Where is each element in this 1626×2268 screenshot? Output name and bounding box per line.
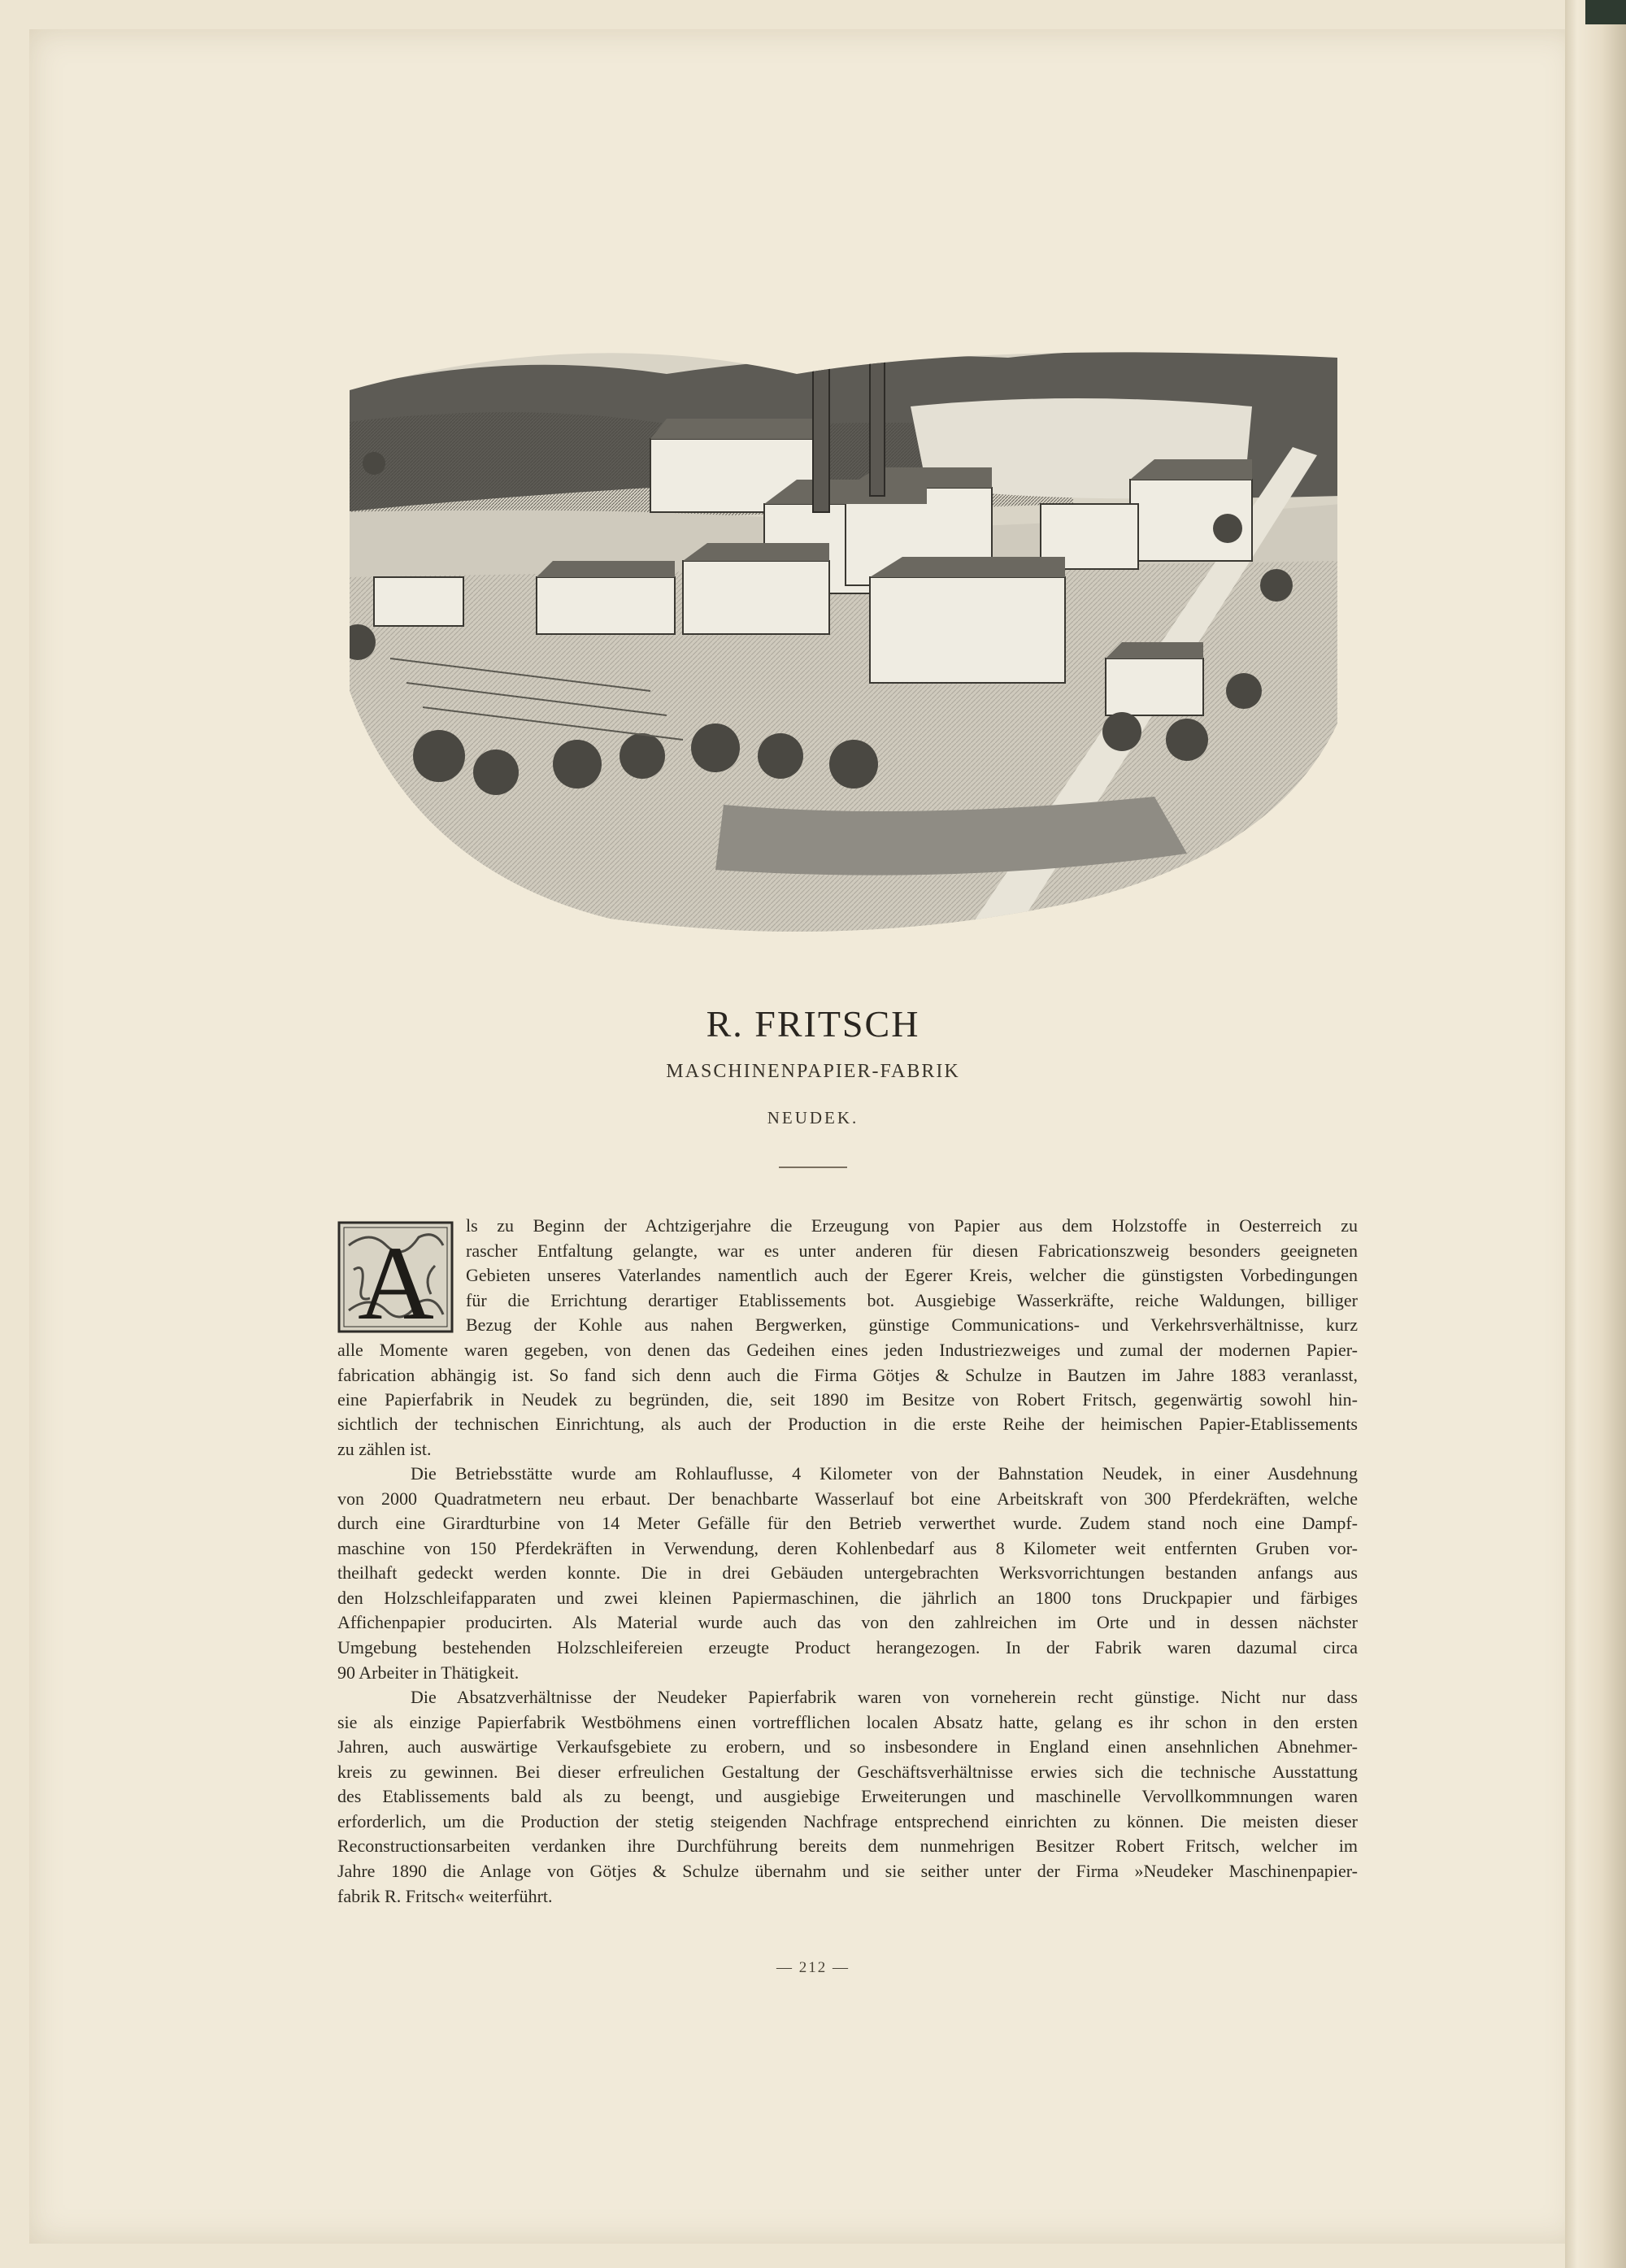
place-name: NEUDEK. xyxy=(767,1108,859,1127)
paragraph-2-line-8: Umgebung bestehenden Holzschleifereien erzeugte Product herangezogen. In der Fabrik waren dazumal circa xyxy=(337,1637,1358,1658)
page-subtitle: MASCHINENPAPIER-FABRIK xyxy=(666,1061,960,1082)
paragraph-1-line-8: eine Papierfabrik in Neudek zu begründen, die, seit 1890 im Besitze von Robert Fritsch, gegenwärtig sowohl hin- xyxy=(337,1389,1358,1410)
paragraph-1-line-10: zu zählen ist. xyxy=(337,1439,432,1459)
paragraph-2-line-7: Affichenpapier producirten. Als Material wurde auch das von den zahlreichen im Orte und in dessen nächster xyxy=(337,1612,1358,1632)
drop-cap-letter: A xyxy=(358,1225,434,1333)
paragraph-3-line-9: fabrik R. Fritsch« weiterführt. xyxy=(337,1886,553,1906)
paragraph-1-line-5: Bezug der Kohle aus nahen Bergwerken, günstige Communications- und Verkehrsverhältnisse, kurz xyxy=(466,1314,1358,1335)
paragraph-3-line-1: Die Absatzverhältnisse der Neudeker Papierfabrik waren von vorneherein recht günstige. Nicht nur dass xyxy=(411,1687,1358,1707)
paragraph-1-line-1: ls zu Beginn der Achtzigerjahre die Erzeugung von Papier aus dem Holzstoffe in Oesterreich zu xyxy=(466,1215,1358,1236)
paragraph-1-line-7: fabrication abhängig ist. So fand sich denn auch die Firma Götjes & Schulze in Bautzen im Jahre 1883 veranlasst, xyxy=(337,1365,1358,1385)
paragraph-3-line-4: kreis zu gewinnen. Bei dieser erfreulichen Gestaltung der Geschäftsverhältnisse erwies sich die technische Ausstattung xyxy=(337,1762,1358,1782)
paragraph-3-line-7: Reconstructionsarbeiten verdanken ihre Durchführung bereits dem nunmehrigen Besitzer Robert Fritsch, welcher im xyxy=(337,1836,1358,1856)
paragraph-3-line-6: erforderlich, um die Production der stetig steigenden Nachfrage entsprechend einrichten zu können. Die meisten dieser xyxy=(337,1811,1358,1831)
paragraph-1-line-3: Gebieten unseres Vaterlandes namentlich auch der Egerer Kreis, welcher die günstigsten Vorbedingungen xyxy=(466,1265,1358,1285)
paragraph-2-line-4: maschine von 150 Pferdekräften in Verwendung, deren Kohlenbedarf aus 8 Kilometer weit entfernten Gruben vor- xyxy=(337,1538,1358,1558)
paragraph-2-line-9: 90 Arbeiter in Thätigkeit. xyxy=(337,1662,520,1683)
paragraph-2-line-5: theilhaft gedeckt werden konnte. Die in drei Gebäuden untergebrachten Werksvorrichtungen bestanden anfangs aus xyxy=(337,1562,1358,1583)
paragraph-2-line-6: den Holzschleifapparaten und zwei kleinen Papiermaschinen, die jährlich an 1800 tons Druckpapier und färbiges xyxy=(337,1588,1358,1608)
paragraph-3-line-2: sie als einzige Papierfabrik Westböhmens einen vortrefflichen localen Absatz hatte, gelang es ihr schon in den ersten xyxy=(337,1712,1358,1732)
title-rule xyxy=(779,1167,847,1168)
paragraph-1-line-4: für die Errichtung derartiger Etablissements bot. Ausgiebige Wasserkräfte, reiche Waldungen, billiger xyxy=(466,1290,1358,1310)
drop-cap-initial xyxy=(337,1221,454,1333)
paragraph-2-line-1: Die Betriebsstätte wurde am Rohlauflusse, 4 Kilometer von der Bahnstation Neudek, in einer Ausdehnung xyxy=(411,1463,1358,1484)
paragraph-1-line-2: rascher Entfaltung gelangte, war es unter anderen für diesen Fabricationszweig besonders geeigneten xyxy=(466,1240,1358,1261)
paragraph-2-line-3: durch eine Girardturbine von 14 Meter Gefälle für den Betrieb verwerthet wurde. Zudem stand noch eine Dampf- xyxy=(337,1513,1358,1533)
page-title: R. FRITSCH xyxy=(706,1003,920,1045)
paragraph-3-line-5: des Etablissements bald als zu beengt, und ausgiebige Erweiterungen und maschinelle Vervollkommnungen waren xyxy=(337,1786,1358,1806)
book-cover-edge xyxy=(1585,0,1626,24)
paragraph-3-line-8: Jahre 1890 die Anlage von Götjes & Schulze übernahm und sie seither unter der Firma »Neudeker Maschinenpapier- xyxy=(337,1861,1358,1881)
book-binding xyxy=(1565,0,1626,2268)
paragraph-3-line-3: Jahren, auch auswärtige Verkaufsgebiete zu erobern, und so insbesondere in England einen ansehnlichen Abnehmer- xyxy=(337,1736,1358,1757)
paragraph-1-line-9: sichtlich der technischen Einrichtung, als auch der Production in die erste Reihe der heimischen Papier-Etablissements xyxy=(337,1414,1358,1434)
paragraph-2-line-2: von 2000 Quadratmetern neu erbaut. Der benachbarte Wasserlauf bot eine Arbeitskraft von 300 Pferdekräften, welche xyxy=(337,1488,1358,1509)
factory-engraving xyxy=(341,236,1341,943)
page-number: — 212 — xyxy=(776,1959,850,1976)
paragraph-1-line-6: alle Momente waren gegeben, von denen das Gedeihen eines jeden Industriezweiges und zumal der modernen Papier- xyxy=(337,1340,1358,1360)
